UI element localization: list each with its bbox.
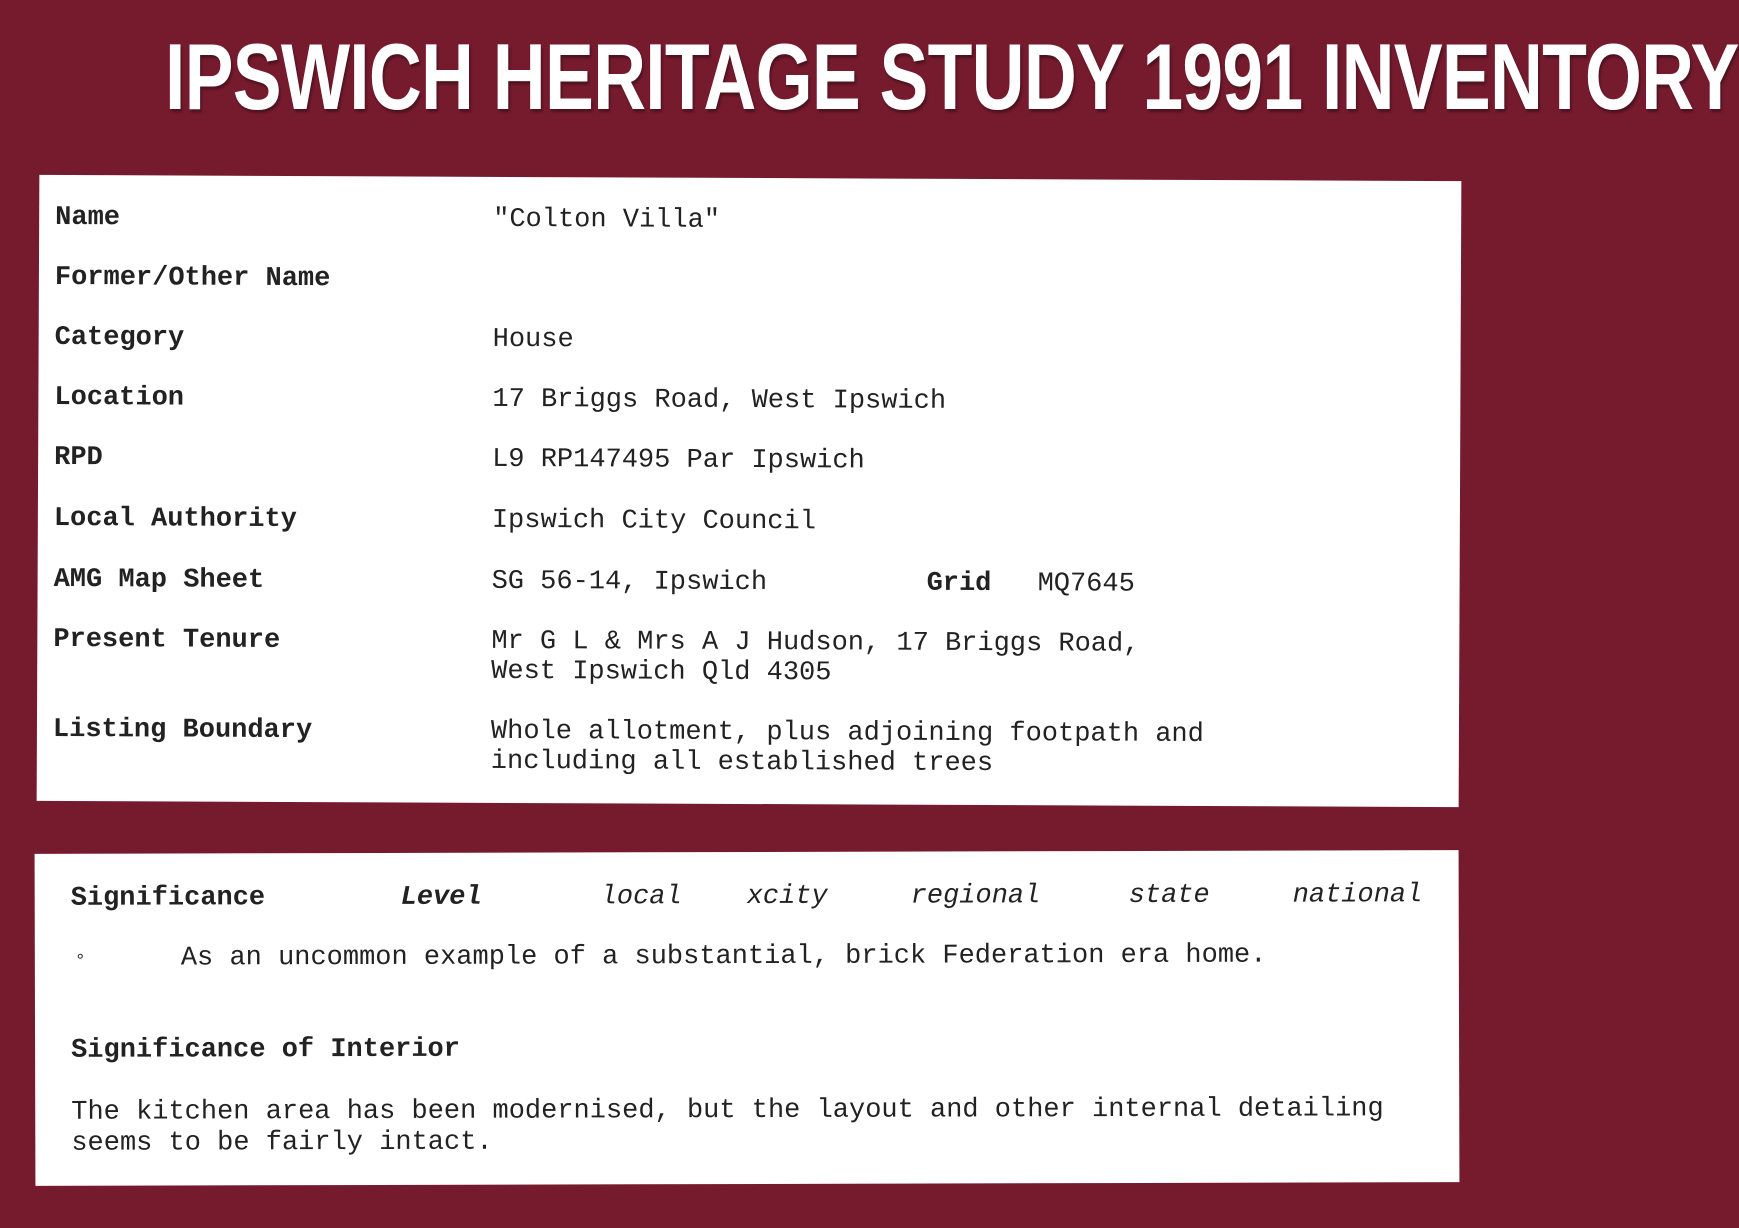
category-value: House xyxy=(492,324,574,356)
former-name-label: Former/Other Name xyxy=(54,262,331,295)
bullet-marker: ° xyxy=(74,951,86,972)
former-name-row xyxy=(54,262,1435,295)
significance-level-label: Level xyxy=(400,882,482,913)
listing-boundary-row xyxy=(52,714,1433,780)
significance-heading: Significance xyxy=(70,883,266,914)
rpd-value: L9 RP147495 Par Ipswich xyxy=(492,444,865,477)
local-authority-label: Local Authority xyxy=(53,503,297,536)
present-tenure-row xyxy=(53,624,1433,689)
grid-value: MQ7645 xyxy=(1037,569,1135,600)
name-row xyxy=(55,202,1435,236)
amg-map-sheet-row xyxy=(53,564,1434,600)
category-label: Category xyxy=(54,322,185,354)
present-tenure-label: Present Tenure xyxy=(53,624,281,656)
name-value: "Colton Villa" xyxy=(493,204,721,236)
rpd-row xyxy=(54,442,1434,477)
significance-card xyxy=(35,850,1460,1186)
listing-boundary-value: Whole allotment, plus adjoining footpath and including all established trees xyxy=(490,716,1204,780)
location-row xyxy=(54,382,1434,417)
interior-significance-text: The kitchen area has been modernised, but the layout and other internal detailing seems to be fairly intact. xyxy=(71,1094,1384,1159)
interior-significance-heading: Significance of Interior xyxy=(71,1034,460,1066)
name-label: Name xyxy=(55,202,121,234)
level-option-national: national xyxy=(1292,880,1423,911)
amg-map-sheet-label: AMG Map Sheet xyxy=(53,564,265,596)
level-option-xcity: xcity xyxy=(746,881,828,913)
significance-statement: As an uncommon example of a substantial, brick Federation era home. xyxy=(180,940,1267,974)
present-tenure-value: Mr G L & Mrs A J Hudson, 17 Briggs Road, West Ipswich Qld 4305 xyxy=(491,626,1140,689)
category-row xyxy=(54,322,1435,356)
listing-boundary-label: Listing Boundary xyxy=(52,714,313,747)
level-option-local: local xyxy=(600,882,682,913)
level-option-regional: regional xyxy=(910,881,1041,912)
inventory-details-card xyxy=(37,175,1462,807)
location-label: Location xyxy=(54,382,185,414)
location-value: 17 Briggs Road, West Ipswich xyxy=(492,384,947,417)
local-authority-value: Ipswich City Council xyxy=(491,505,816,538)
local-authority-row xyxy=(53,503,1434,538)
grid-label: Grid xyxy=(926,568,992,600)
page-title: IPSWICH HERITAGE STUDY 1991 INVENTORY xyxy=(165,24,1739,129)
level-option-state: state xyxy=(1128,880,1210,912)
amg-map-sheet-value: SG 56-14, Ipswich xyxy=(491,566,768,599)
rpd-label: RPD xyxy=(54,442,103,474)
